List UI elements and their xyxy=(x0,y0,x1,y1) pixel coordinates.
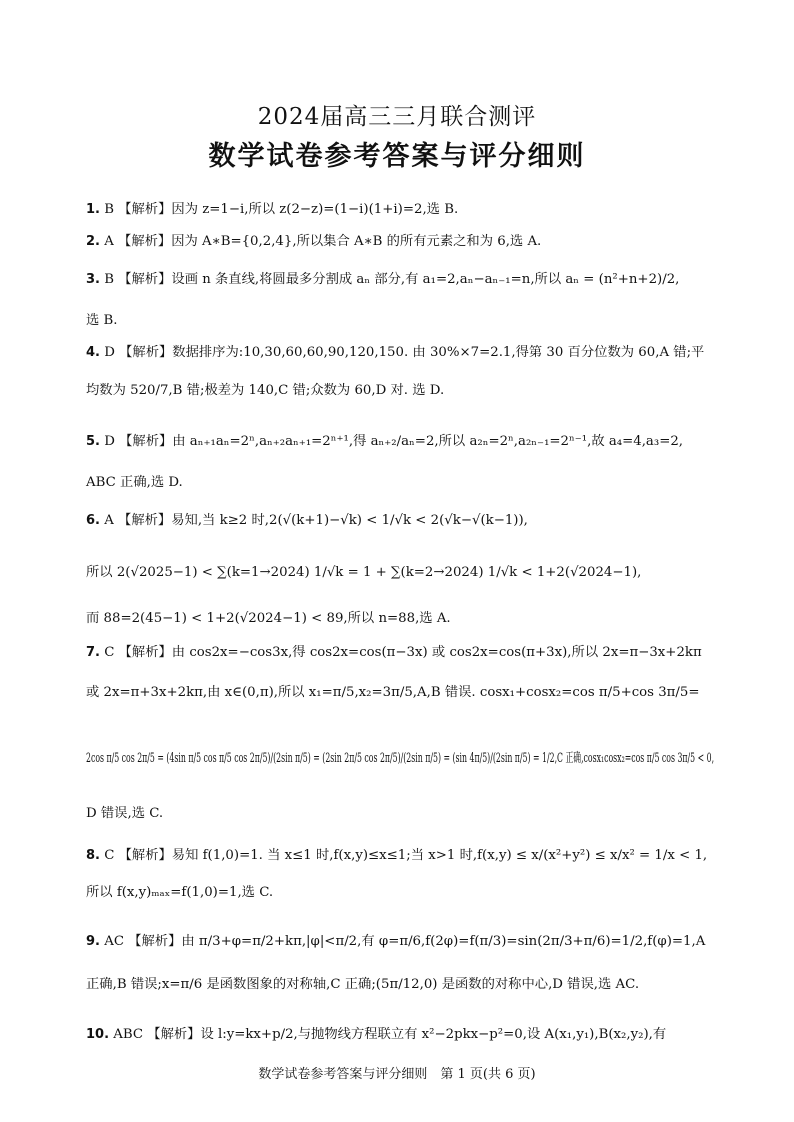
answer-text: B 【解析】因为 z=1−i,所以 z(2−z)=(1−i)(1+i)=2,选 B. xyxy=(99,202,459,217)
question-number: 10. xyxy=(86,1027,110,1042)
answer-line xyxy=(86,346,714,359)
answer-line xyxy=(86,203,714,216)
answer-line xyxy=(86,686,714,699)
answer-line xyxy=(86,807,714,820)
answer-text: C 【解析】由 cos2x=−cos3x,得 cos2x=cos(π−3x) 或 cos2x=cos(π+3x),所以 2x=π−3x+2kπ xyxy=(99,645,702,660)
question-number: 1. xyxy=(86,202,100,217)
answer-text: 均数为 520/7,B 错;极差为 140,C 错;众数为 60,D 对. 选 D. xyxy=(86,383,445,398)
answer-text: A 【解析】易知,当 k≥2 时,2(√(k+1)−√k) < 1/√k < 2(√k−√(k−1)), xyxy=(99,513,528,528)
answer-line xyxy=(86,476,714,489)
answer-text: B 【解析】设画 n 条直线,将圆最多分割成 aₙ 部分,有 a₁=2,aₙ−aₙ₋₁=n,所以 aₙ = (n²+n+2)/2, xyxy=(99,272,680,287)
page-title: 2024届高三三月联合测评 xyxy=(257,104,537,130)
answer-text: ABC 【解析】设 l:y=kx+p/2,与抛物线方程联立有 x²−2pkx−p²=0,设 A(x₁,y₁),B(x₂,y₂),有 xyxy=(109,1027,667,1042)
answer-line xyxy=(86,1028,714,1041)
answer-line xyxy=(86,849,714,862)
answer-line xyxy=(86,273,714,286)
question-number: 7. xyxy=(86,645,100,660)
answer-line xyxy=(86,314,714,327)
question-number: 8. xyxy=(86,848,100,863)
answer-line xyxy=(86,751,715,766)
answer-text: D 错误,选 C. xyxy=(86,806,164,821)
answer-text: 正确,B 错误;x=π/6 是函数图象的对称轴,C 正确;(5π/12,0) 是函数的对称中心,D 错误,选 AC. xyxy=(86,977,640,992)
question-number: 4. xyxy=(86,345,100,360)
answer-line xyxy=(86,566,714,579)
answer-text: 2cos π/5 cos 2π/5 = (4sin π/5 cos π/5 cos 2π/5)/(2sin π/5) = (2sin 2π/5 cos 2π/5)/(2sin π/5) = (sin 4π/5)/(2sin π/5) = 1/2,C 正确,cosx₁cosx₂=cos π/5 cos 3π/5 < 0, xyxy=(86,751,715,766)
answer-line xyxy=(86,886,714,899)
answer-text: ABC 正确,选 D. xyxy=(86,475,183,490)
answer-line xyxy=(86,235,714,248)
answer-line xyxy=(86,514,714,527)
answer-text: A 【解析】因为 A∗B={0,2,4},所以集合 A∗B 的所有元素之和为 6,选 A. xyxy=(99,234,542,249)
answer-text: C 【解析】易知 f(1,0)=1. 当 x≤1 时,f(x,y)≤x≤1;当 x>1 时,f(x,y) ≤ x/(x²+y²) ≤ x/x² = 1/x < 1, xyxy=(99,848,708,863)
answer-text: 选 B. xyxy=(86,313,118,328)
answer-text: 所以 f(x,y)ₘₐₓ=f(1,0)=1,选 C. xyxy=(86,885,274,900)
question-number: 5. xyxy=(86,434,100,449)
page-subtitle: 数学试卷参考答案与评分细则 xyxy=(208,141,586,172)
answer-line xyxy=(86,646,714,659)
answer-text: 或 2x=π+3x+2kπ,由 x∈(0,π),所以 x₁=π/5,x₂=3π/5,A,B 错误. cosx₁+cosx₂=cos π/5+cos 3π/5= xyxy=(86,685,700,700)
question-number: 2. xyxy=(86,234,100,249)
answer-line xyxy=(86,935,714,948)
question-number: 6. xyxy=(86,513,100,528)
answer-line xyxy=(86,612,714,625)
question-number: 3. xyxy=(86,272,100,287)
answer-line xyxy=(86,435,714,448)
answer-text: AC 【解析】由 π/3+φ=π/2+kπ,|φ|<π/2,有 φ=π/6,f(2φ)=f(π/3)=sin(2π/3+π/6)=1/2,f(φ)=1,A xyxy=(99,934,706,949)
page-footer: 数学试卷参考答案与评分细则 第 1 页(共 6 页) xyxy=(258,1067,536,1082)
answer-text: D 【解析】数据排序为:10,30,60,60,90,120,150. 由 30%×7=2.1,得第 30 百分位数为 60,A 错;平 xyxy=(99,345,705,360)
answer-line xyxy=(86,384,714,397)
answer-text: 而 88=2(45−1) < 1+2(√2024−1) < 89,所以 n=88,选 A. xyxy=(86,611,451,626)
question-number: 9. xyxy=(86,934,100,949)
answer-line xyxy=(86,978,714,991)
answer-text: D 【解析】由 aₙ₊₁aₙ=2ⁿ,aₙ₊₂aₙ₊₁=2ⁿ⁺¹,得 aₙ₊₂/aₙ=2,所以 a₂ₙ=2ⁿ,a₂ₙ₋₁=2ⁿ⁻¹,故 a₄=4,a₃=2, xyxy=(99,434,684,449)
answer-text: 所以 2(√2025−1) < ∑(k=1→2024) 1/√k = 1 + ∑(k=2→2024) 1/√k < 1+2(√2024−1), xyxy=(86,565,642,580)
